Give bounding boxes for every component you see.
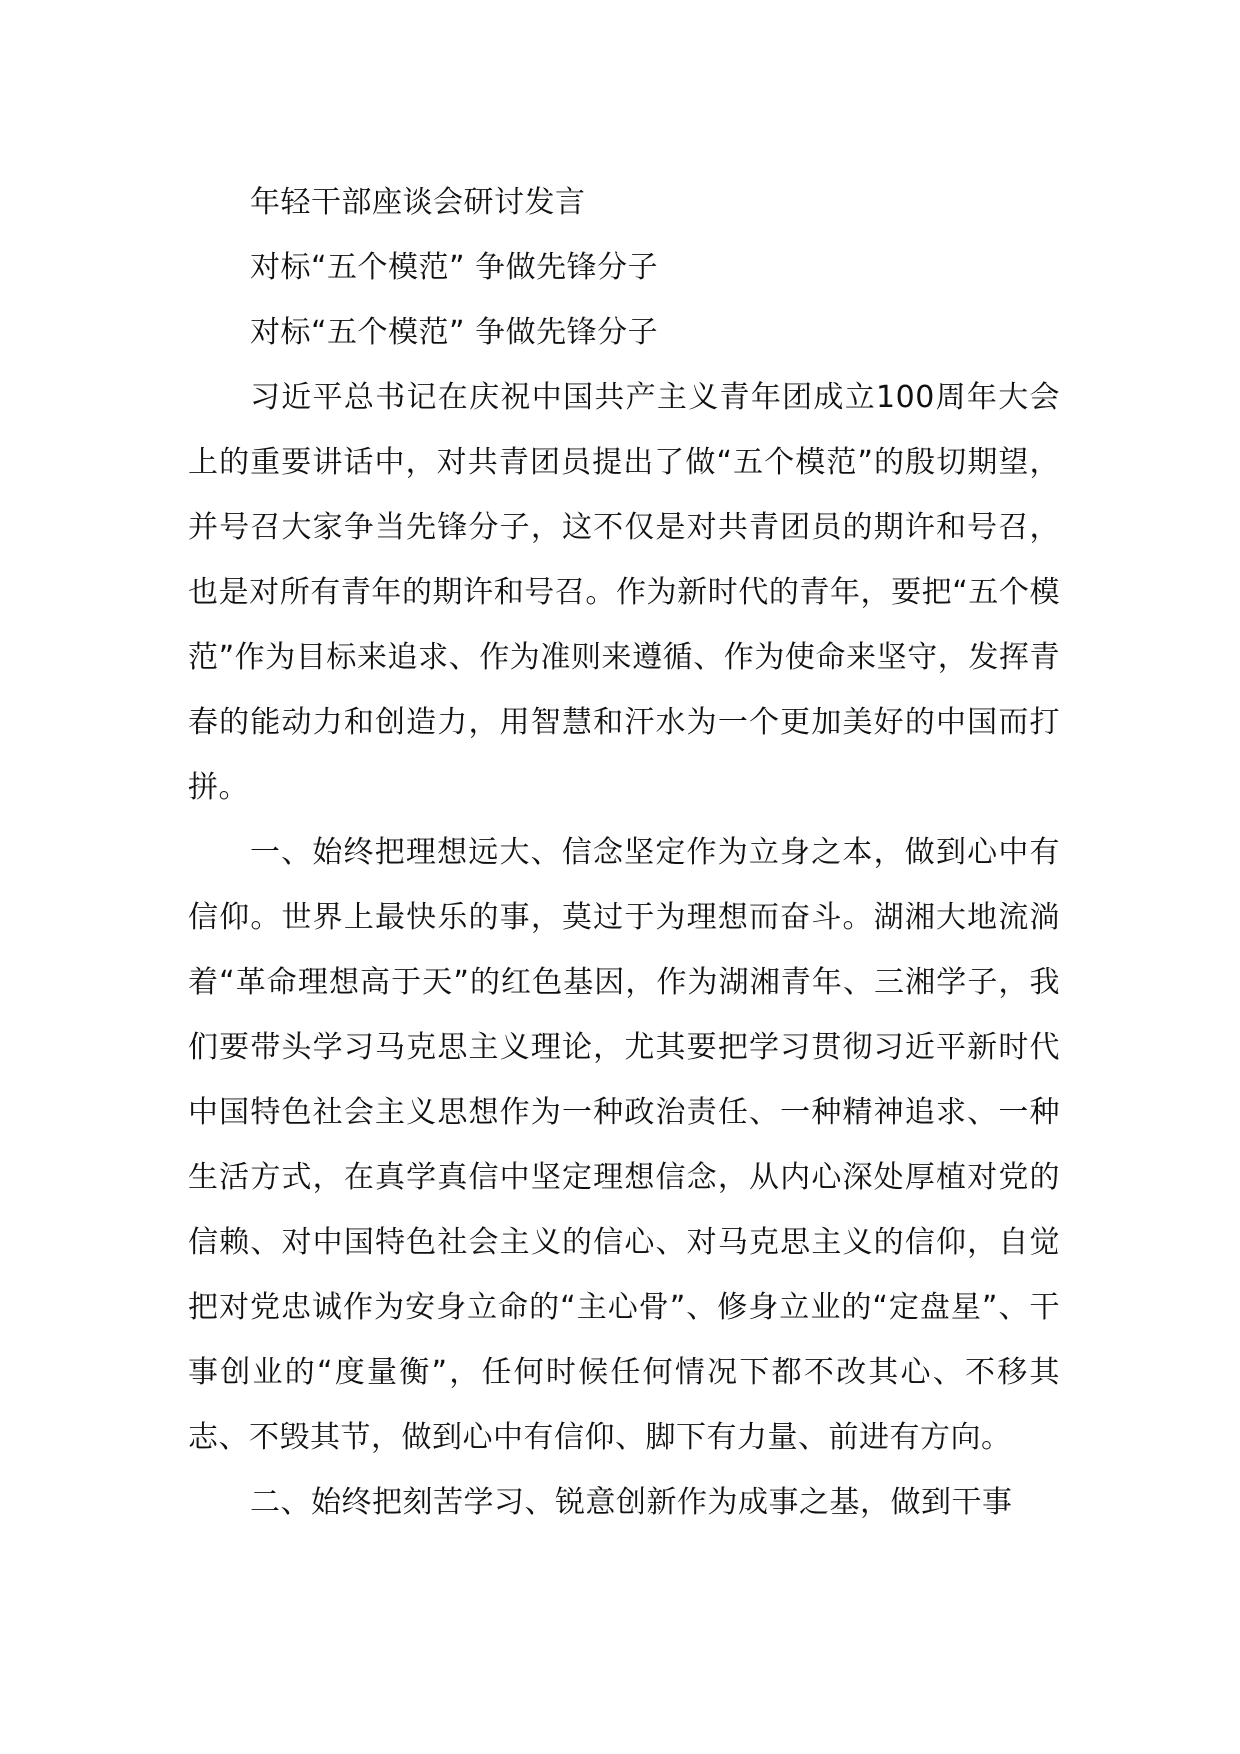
paragraph-section-two: 二、始终把刻苦学习、锐意创新作为成事之基，做到干事 [250, 1485, 1013, 1520]
paragraph-section-one: 一、始终把理想远大、信念坚定作为立身之本，做到心中有信仰。世界上最快乐的事，莫过于为理想而奋斗。湖湘大地流淌着“革命理想高于天”的红色基因，作为湖湘青年、三湘学子，我们要带头学习马克思主义理论，尤其要把学习贯彻习近平新时代中国特色社会主义思想作为一种政治责任、一种精神追求、一种生活方式，在真学真信中坚定理想信念，从内心深处厚植对党的信赖、对中国特色社会主义的信心、对马克思主义的信仰，自觉把对党忠诚作为安身立命的“主心骨”、修身立业的“定盘星”、干事创业的“度量衡”，任何时候任何情况下都不改其心、不移其志、不毁其节，做到心中有信仰、脚下有力量、前进有方向。 [188, 835, 1060, 1455]
document-title: 对标“五个模范” 争做先锋分子 [250, 250, 659, 285]
paragraph-intro: 习近平总书记在庆祝中国共产主义青年团成立100周年大会上的重要讲话中，对共青团员提出了做“五个模范”的殷切期望，并号召大家争当先锋分子，这不仅是对共青团员的期许和号召，也是对所有青年的期许和号召。作为新时代的青年，要把“五个模范”作为目标来追求、作为准则来遵循、作为使命来坚守，发挥青春的能动力和创造力，用智慧和汗水为一个更加美好的中国而打拼。 [188, 380, 1060, 805]
document-body [188, 170, 1060, 1535]
document-subtitle: 年轻干部座谈会研讨发言 [250, 185, 586, 220]
document-title-repeat: 对标“五个模范” 争做先锋分子 [250, 315, 659, 350]
